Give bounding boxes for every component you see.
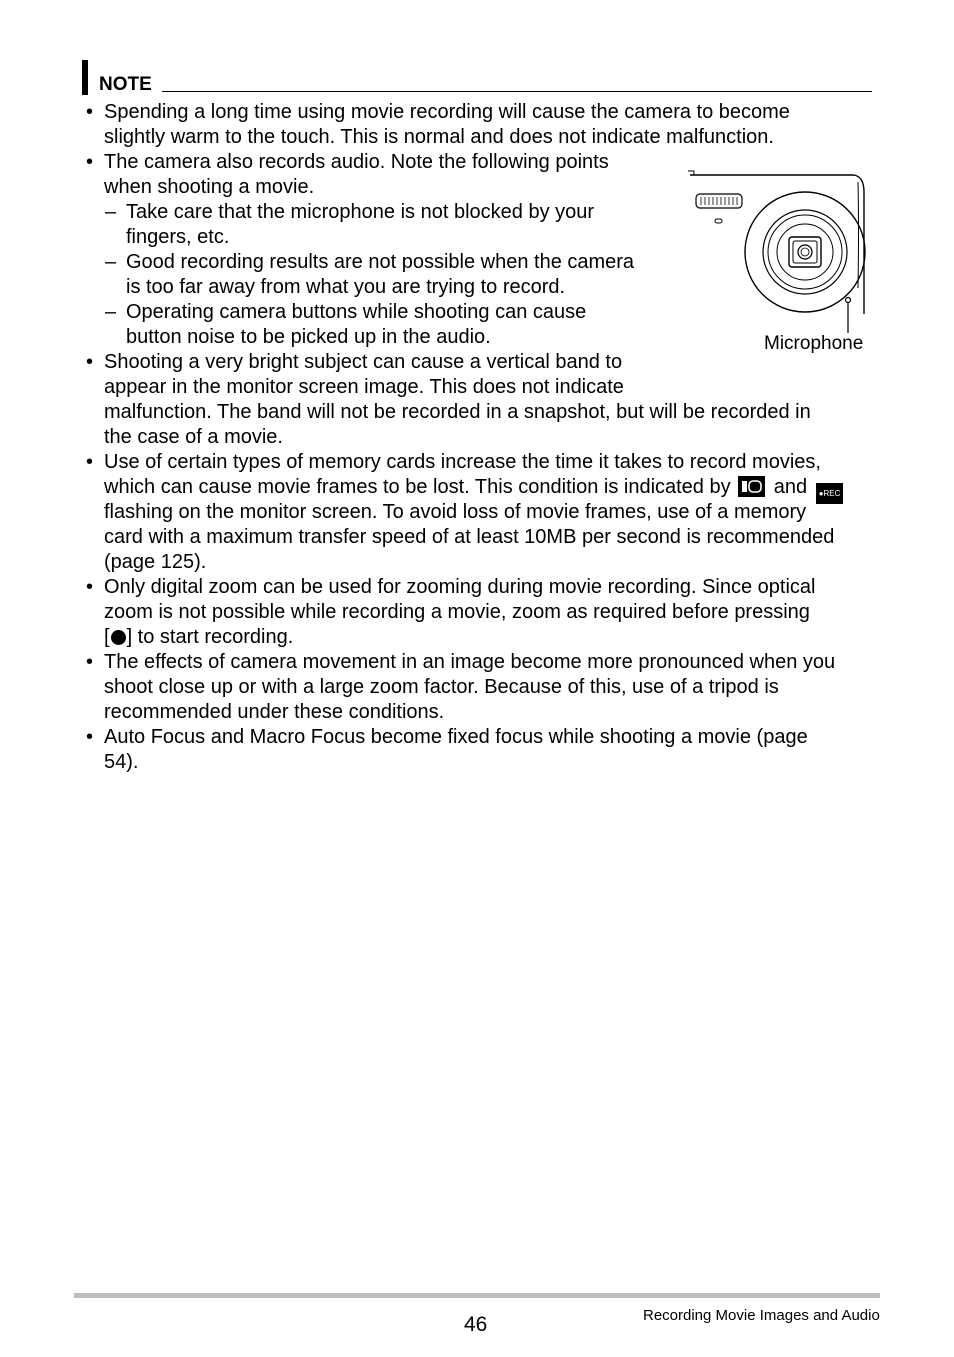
text-line: Auto Focus and Macro Focus become fixed focus while shooting a movie (page xyxy=(104,726,808,748)
note-rule xyxy=(162,91,872,92)
text-line: is too far away from what you are trying to record. xyxy=(126,276,566,298)
bullet-marker: • xyxy=(86,351,94,373)
footer-section-title: Recording Movie Images and Audio xyxy=(643,1307,880,1324)
page-number: 46 xyxy=(464,1313,488,1336)
bullet-marker: • xyxy=(86,151,94,173)
note-bar xyxy=(82,60,88,95)
text-line: Shooting a very bright subject can cause a vertical band to xyxy=(104,351,623,373)
note-title: NOTE xyxy=(99,74,152,95)
text-segment: which can cause movie frames to be lost. This condition is indicated by xyxy=(104,476,731,498)
text-line: zoom is not possible while recording a movie, zoom as required before pressing xyxy=(104,601,810,623)
text-line: The camera also records audio. Note the following points xyxy=(104,151,609,173)
buffer-warning-icon xyxy=(738,476,765,497)
text-segment: [ xyxy=(104,626,110,648)
rec-indicator-icon: ●REC xyxy=(816,483,844,504)
note-header xyxy=(82,60,872,96)
flash-grille xyxy=(696,194,742,208)
text-line: Operating camera buttons while shooting can cause xyxy=(126,301,587,323)
text-segment: ] to start recording. xyxy=(126,626,294,648)
text-line: (page 125). xyxy=(104,551,207,573)
text-line: The effects of camera movement in an image become more pronounced when you xyxy=(104,651,836,673)
text-line: malfunction. The band will not be recorded in a snapshot, but will be recorded in xyxy=(104,401,811,423)
text-line: slightly warm to the touch. This is normal and does not indicate malfunction. xyxy=(104,126,774,148)
bullet-marker: • xyxy=(86,726,94,748)
text-line: flashing on the monitor screen. To avoid loss of movie frames, use of a memory xyxy=(104,501,807,523)
text-line: Only digital zoom can be used for zooming during movie recording. Since optical xyxy=(104,576,816,598)
microphone-label: Microphone xyxy=(764,333,864,354)
dash-marker: – xyxy=(105,301,117,323)
bullet-marker: • xyxy=(86,651,94,673)
bullet-marker: • xyxy=(86,451,94,473)
text-line: recommended under these conditions. xyxy=(104,701,445,723)
camera-body-outline xyxy=(690,175,864,314)
dash-marker: – xyxy=(105,251,117,273)
text-line: Take care that the microphone is not blocked by your xyxy=(126,201,595,223)
text-line: when shooting a movie. xyxy=(104,176,315,198)
bullet-marker: • xyxy=(86,576,94,598)
text-line: fingers, etc. xyxy=(126,226,230,248)
text-line-with-icon xyxy=(104,625,293,650)
bullet-marker: • xyxy=(86,101,94,123)
text-line: Good recording results are not possible when the camera xyxy=(126,251,635,273)
text-line: Spending a long time using movie recording will cause the camera to become xyxy=(104,101,790,123)
microphone-hole xyxy=(846,298,851,303)
af-lamp xyxy=(715,219,722,223)
text-line: shoot close up or with a large zoom factor. Because of this, use of a tripod is xyxy=(104,676,779,698)
text-line: appear in the monitor screen image. This does not indicate xyxy=(104,376,624,398)
shutter-record-button-icon xyxy=(111,630,126,645)
dash-marker: – xyxy=(105,201,117,223)
text-line: the case of a movie. xyxy=(104,426,283,448)
text-line: Use of certain types of memory cards increase the time it takes to record movies, xyxy=(104,451,821,473)
text-line: 54). xyxy=(104,751,139,773)
text-segment: and xyxy=(773,476,808,498)
footer-rule xyxy=(74,1293,880,1298)
camera-microphone-illustration xyxy=(686,168,870,338)
text-line: card with a maximum transfer speed of at least 10MB per second is recommended xyxy=(104,526,835,548)
text-line: button noise to be picked up in the audio. xyxy=(126,326,491,348)
